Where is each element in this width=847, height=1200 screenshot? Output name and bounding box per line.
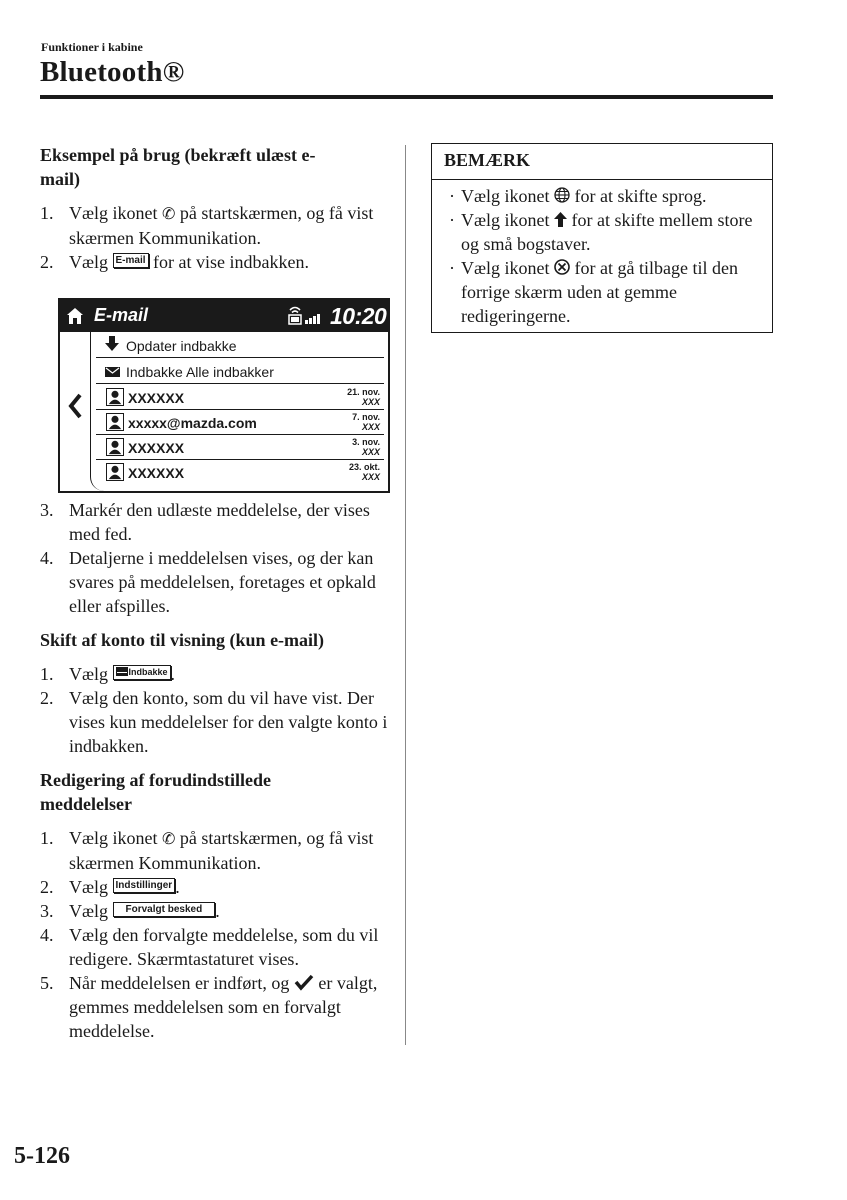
note-box <box>431 143 773 333</box>
clock: 10:20 <box>330 303 387 329</box>
list-item-contact[interactable]: xxxxx@mazda.com 7. nov. XXX <box>96 410 384 435</box>
inbox-button[interactable]: Indbakke <box>113 665 171 680</box>
steps-edit-presets <box>40 826 390 1043</box>
page-title: Bluetooth® <box>40 56 185 88</box>
envelope-icon <box>105 367 120 377</box>
step-item: 3. Vælg Forvalgt besked . <box>40 901 220 921</box>
title-rule <box>40 95 773 99</box>
section-heading-switch-account: Skift af konto til visning (kun e-mail) <box>40 630 325 650</box>
contact-icon <box>106 438 124 456</box>
page-number: 5-126 <box>14 1143 70 1169</box>
settings-button[interactable]: Indstillinger <box>113 878 176 893</box>
signal-status-icon <box>287 305 325 327</box>
step-item: 5. Når meddelelsen er indført, og er valgt, gemmes meddelelsen som en forvalgt meddelelse. <box>40 973 378 1041</box>
note-item: · Vælg ikonet for at gå tilbage til den forrige skærm uden at gemme redigeringerne. <box>449 258 738 326</box>
step-item: 2. Vælg den konto, som du vil have vist. Der vises kun meddelelser for den valgte konto i indbakken. <box>40 688 388 756</box>
steps-unread-email <box>40 201 390 274</box>
step-item: 4. Detaljerne i meddelelsen vises, og der kan svares på meddelelsen, foretages et opkald eller afspilles. <box>40 548 376 616</box>
left-column-continued <box>40 498 390 1043</box>
home-icon[interactable] <box>66 307 84 325</box>
globe-icon <box>554 187 570 203</box>
step-item: 2. Vælg Indstillinger . <box>40 877 180 897</box>
chapter-label: Funktioner i kabine <box>41 40 143 54</box>
contact-icon <box>106 413 124 431</box>
list-item-contact[interactable]: XXXXXX 23. okt. XXX <box>96 460 384 485</box>
checkmark-icon <box>294 974 314 991</box>
contact-icon <box>106 388 124 406</box>
screen-title: E-mail <box>94 305 149 325</box>
preset-message-button[interactable]: Forvalgt besked <box>113 902 216 917</box>
note-item: · Vælg ikonet for at skifte sprog. <box>449 186 707 206</box>
circle-x-icon <box>554 259 570 275</box>
column-divider <box>405 145 406 1045</box>
step-item: 4. Vælg den forvalgte meddelelse, som du vil redigere. Skærmtastaturet vises. <box>40 925 379 969</box>
step-item: 1. Vælg Indbakke . <box>40 664 176 684</box>
phone-communication-icon: ✆ <box>162 204 176 223</box>
step-item: 1. Vælg ikonet ✆ på startskærmen, og få vist skærmen Kommunikation. <box>40 203 374 248</box>
envelope-icon <box>116 667 128 676</box>
left-column <box>40 143 390 274</box>
note-list <box>432 180 772 328</box>
list-item-update-inbox[interactable]: Opdater indbakke <box>96 333 384 358</box>
step-item: 2. Vælg E-mail for at vise indbakken. <box>40 252 309 272</box>
list-item-contact[interactable]: XXXXXX 3. nov. XXX <box>96 435 384 460</box>
phone-communication-icon: ✆ <box>162 829 176 848</box>
steps-switch-account <box>40 662 390 758</box>
steps-unread-email-cont <box>40 498 390 618</box>
step-item: 3. Markér den udlæste meddelelse, der vises med fed. <box>40 500 370 544</box>
note-title: BEMÆRK <box>432 144 772 180</box>
download-arrow-icon <box>105 336 119 353</box>
email-screen-illustration <box>58 298 390 493</box>
section-heading-edit-presets: Redigering af forudindstillede meddelelser <box>40 770 272 814</box>
note-item: · Vælg ikonet for at skifte mellem store og små bogstaver. <box>449 210 753 254</box>
contact-icon <box>106 463 124 481</box>
screen-header <box>60 300 388 332</box>
list-item-inbox-all[interactable]: Indbakke Alle indbakker <box>96 359 384 384</box>
up-arrow-icon <box>554 212 567 227</box>
back-chevron-icon[interactable] <box>65 390 85 422</box>
list-item-contact[interactable]: XXXXXX 21. nov. XXX <box>96 385 384 410</box>
section-heading-unread-email: Eksempel på brug (bekræft ulæst e-mail) <box>40 145 316 189</box>
step-item: 1. Vælg ikonet ✆ på startskærmen, og få vist skærmen Kommunikation. <box>40 828 374 873</box>
email-button[interactable]: E-mail <box>113 253 149 268</box>
